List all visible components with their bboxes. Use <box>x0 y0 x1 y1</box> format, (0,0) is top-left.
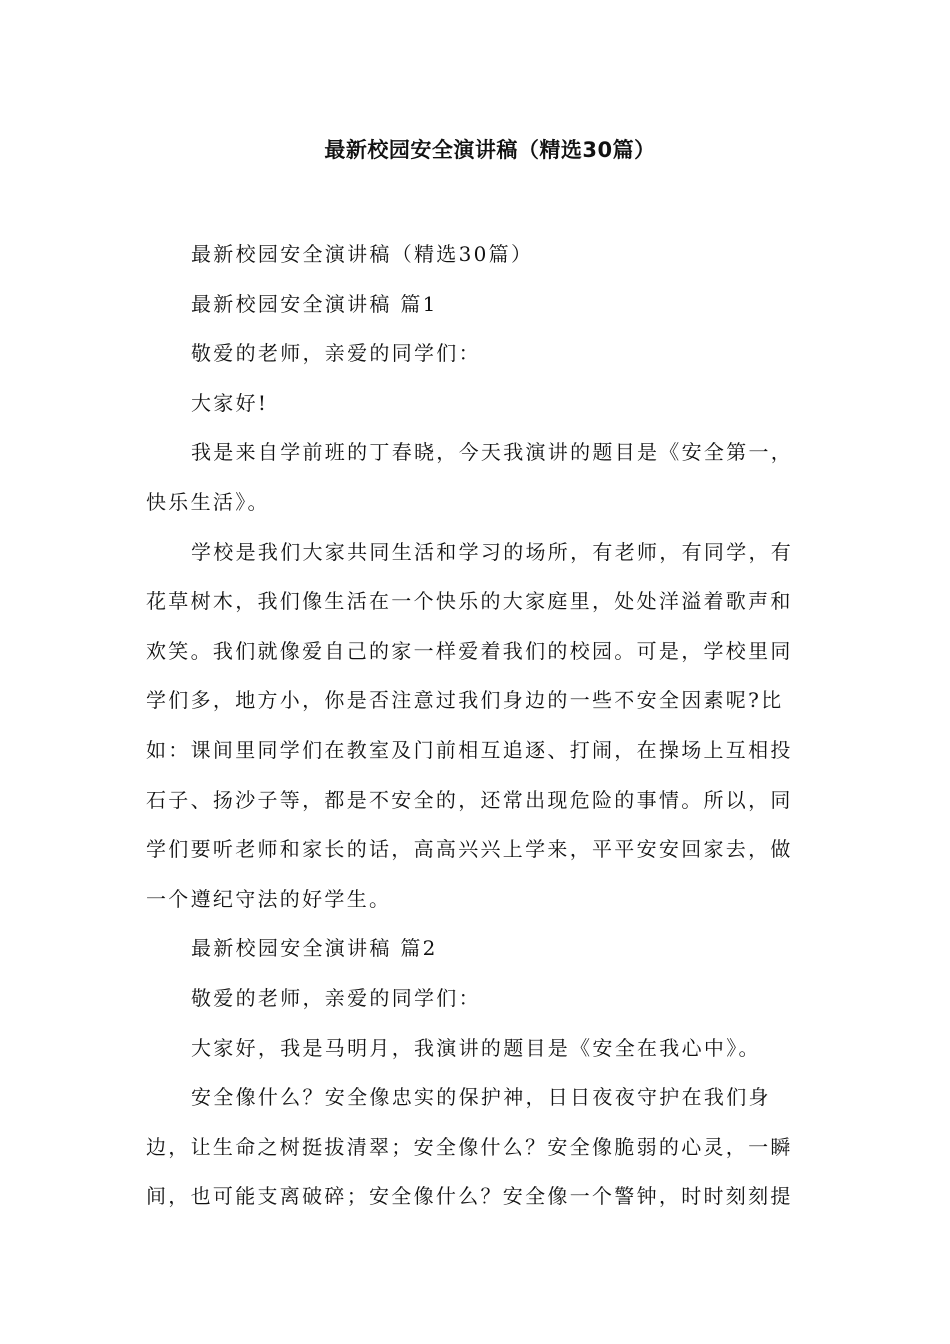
section-heading-2: 最新校园安全演讲稿 篇2 <box>191 936 438 961</box>
paragraph-heading: 最新校园安全演讲稿（精选30篇） <box>191 242 534 266</box>
section-heading-1: 最新校园安全演讲稿 篇1 <box>191 291 438 316</box>
greeting: 大家好! <box>191 390 269 415</box>
paragraph: 我是来自学前班的丁春晓，今天我演讲的题目是《安全第一，快乐生活》。 <box>146 440 794 514</box>
paragraph: 学校是我们大家共同生活和学习的场所，有老师，有同学，有花草树木，我们像生活在一个快乐的大家庭里，处处洋溢着歌声和欢笑。我们就像爱自己的家一样爱着我们的校园。可是，学校里同学们多，地方小，你是否注意过我们身边的一些不安全因素呢?比如：课间里同学们在教室及门前相互追逐、打闹，在操场上互相投石子、扬沙子等，都是不安全的，还常出现危险的事情。所以，同学们要听老师和家长的话，高高兴兴上学来，平平安安回家去，做一个遵纪守法的好学生。 <box>146 539 794 911</box>
salutation: 敬爱的老师，亲爱的同学们： <box>191 341 481 366</box>
document-title: 最新校园安全演讲稿（精选30篇） <box>324 138 656 162</box>
paragraph: 大家好，我是马明月，我演讲的题目是《安全在我心中》。 <box>191 1035 761 1060</box>
document-body <box>146 230 806 1222</box>
salutation: 敬爱的老师，亲爱的同学们： <box>191 985 481 1010</box>
paragraph: 安全像什么？安全像忠实的保护神，日日夜夜守护在我们身边，让生命之树挺拔清翠；安全像什么？安全像脆弱的心灵，一瞬间，也可能支离破碎；安全像什么？安全像一个警钟，时时刻刻提 <box>146 1085 793 1209</box>
